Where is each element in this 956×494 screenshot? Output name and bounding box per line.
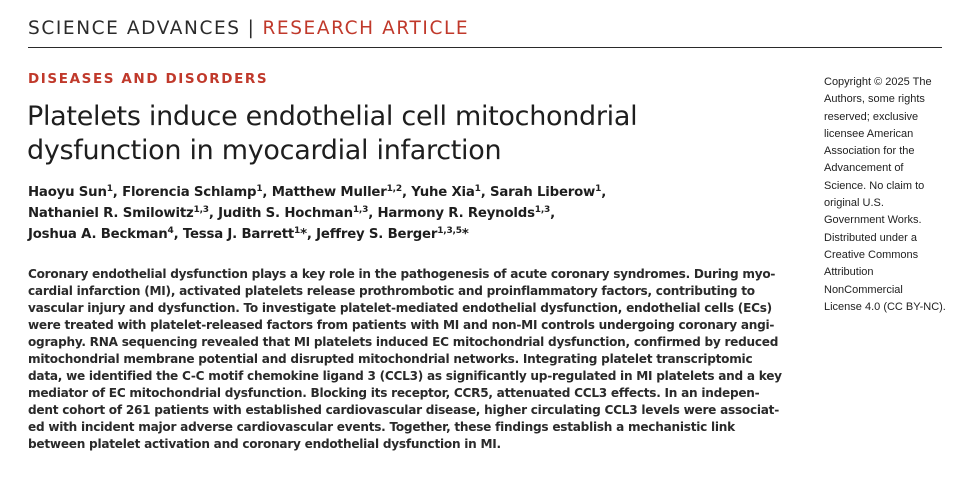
abstract-line: cardial infarction (MI), activated platelets release prothrombotic and proinflammatory factors, contributing to xyxy=(28,284,755,298)
copyright-line: NonCommercial xyxy=(824,283,903,296)
copyright-line: Government Works. xyxy=(824,214,922,227)
author-name: Tessa J. Barrett xyxy=(182,227,295,242)
abstract-line: ography. RNA sequencing revealed that MI platelets induced EC mitochondrial dysfunction, confirmed by reduced xyxy=(28,335,779,349)
article-title xyxy=(27,100,787,168)
author-name: Judith S. Hochman xyxy=(218,206,353,221)
copyright-line: Copyright © 2025 The xyxy=(824,76,932,88)
author-separator: , xyxy=(173,227,183,242)
author-separator: , xyxy=(208,206,219,221)
author-separator: * xyxy=(461,227,469,242)
author-name: Nathaniel R. Smilowitz xyxy=(28,206,194,221)
author-line xyxy=(28,203,788,224)
copyright-line: original U.S. xyxy=(824,197,884,210)
abstract-line: vascular injury and dysfunction. To investigate platelet-mediated endothelial dysfunction, endothelial cells (ECs) xyxy=(28,301,772,315)
affiliation-marker: 1,2 xyxy=(386,184,402,194)
affiliation-marker: 4 xyxy=(167,226,174,236)
copyright-line: Attribution xyxy=(824,266,874,279)
abstract-line: were treated with platelet-released factors from patients with MI and non-MI controls undergoing coronary angi- xyxy=(28,318,775,332)
author-name: Jeffrey S. Berger xyxy=(316,227,438,242)
abstract-line: mediator of EC mitochondrial dysfunction. Blocking its receptor, CCR5, attenuated CCL3 effects. In an indepen- xyxy=(28,386,760,400)
copyright-line: Association for the xyxy=(824,145,915,158)
copyright-line: Authors, some rights xyxy=(824,93,925,106)
affiliation-marker: 1 xyxy=(106,184,113,194)
title-line: Platelets induce endothelial cell mitochondrial xyxy=(27,101,638,132)
author-name: Haoyu Sun xyxy=(28,185,107,200)
copyright-line: reserved; exclusive xyxy=(824,110,919,123)
affiliation-marker: 1,3 xyxy=(352,205,369,215)
author-separator: , xyxy=(550,206,555,221)
affiliation-marker: 1,3 xyxy=(193,205,209,215)
copyright-line: Creative Commons xyxy=(824,248,919,261)
affiliation-marker: 1 xyxy=(595,184,602,194)
author-separator: , xyxy=(480,185,491,200)
affiliation-marker: 1,3 xyxy=(534,205,551,215)
copyright-line: Distributed under a xyxy=(824,231,917,244)
author-separator: , xyxy=(401,185,412,200)
section-label: DISEASES AND DISORDERS xyxy=(28,71,269,87)
author-separator: , xyxy=(368,206,378,221)
author-name: Yuhe Xia xyxy=(411,185,475,200)
author-line xyxy=(28,224,788,245)
author-name: Joshua A. Beckman xyxy=(28,227,168,242)
copyright-line: License 4.0 (CC BY-NC). xyxy=(824,300,946,313)
copyright-line: licensee American xyxy=(824,127,914,140)
author-line xyxy=(28,182,788,203)
affiliation-marker: 1 xyxy=(474,184,481,194)
author-list xyxy=(28,182,788,245)
abstract-line: dent cohort of 261 patients with established cardiovascular disease, higher circulating CCL3 levels were associat- xyxy=(28,403,779,417)
affiliation-marker: 1 xyxy=(294,226,301,236)
author-name: Sarah Liberow xyxy=(490,185,596,200)
author-separator: , xyxy=(601,185,607,200)
author-separator: , xyxy=(112,185,123,200)
author-separator: , xyxy=(262,185,272,200)
copyright-line: Science. No claim to xyxy=(824,179,925,192)
author-name: Florencia Schlamp xyxy=(122,185,257,200)
abstract-line: mitochondrial membrane potential and disrupted mitochondrial networks. Integrating platelet transcriptomic xyxy=(28,352,753,366)
affiliation-marker: 1 xyxy=(256,184,263,194)
article-type: RESEARCH ARTICLE xyxy=(262,18,470,39)
header-separator: | xyxy=(247,18,256,39)
title-line: dysfunction in myocardial infarction xyxy=(27,135,502,166)
copyright-notice xyxy=(824,74,949,316)
author-separator: *, xyxy=(300,227,317,242)
journal-name: SCIENCE ADVANCES xyxy=(28,18,241,39)
abstract xyxy=(28,266,794,453)
author-name: Matthew Muller xyxy=(271,185,387,200)
affiliation-marker: 1,3,5 xyxy=(437,226,462,236)
abstract-line: ed with incident major adverse cardiovascular events. Together, these findings establish a mechanistic link xyxy=(28,420,735,434)
author-name: Harmony R. Reynolds xyxy=(377,206,535,221)
abstract-line: Coronary endothelial dysfunction plays a key role in the pathogenesis of acute coronary syndromes. During myo- xyxy=(28,267,776,281)
abstract-line: between platelet activation and coronary endothelial dysfunction in MI. xyxy=(28,437,501,451)
journal-header xyxy=(28,18,942,48)
abstract-line: data, we identified the C-C motif chemokine ligand 3 (CCL3) as significantly up-regulated in MI platelets and a key xyxy=(28,369,782,383)
copyright-line: Advancement of xyxy=(824,162,904,175)
